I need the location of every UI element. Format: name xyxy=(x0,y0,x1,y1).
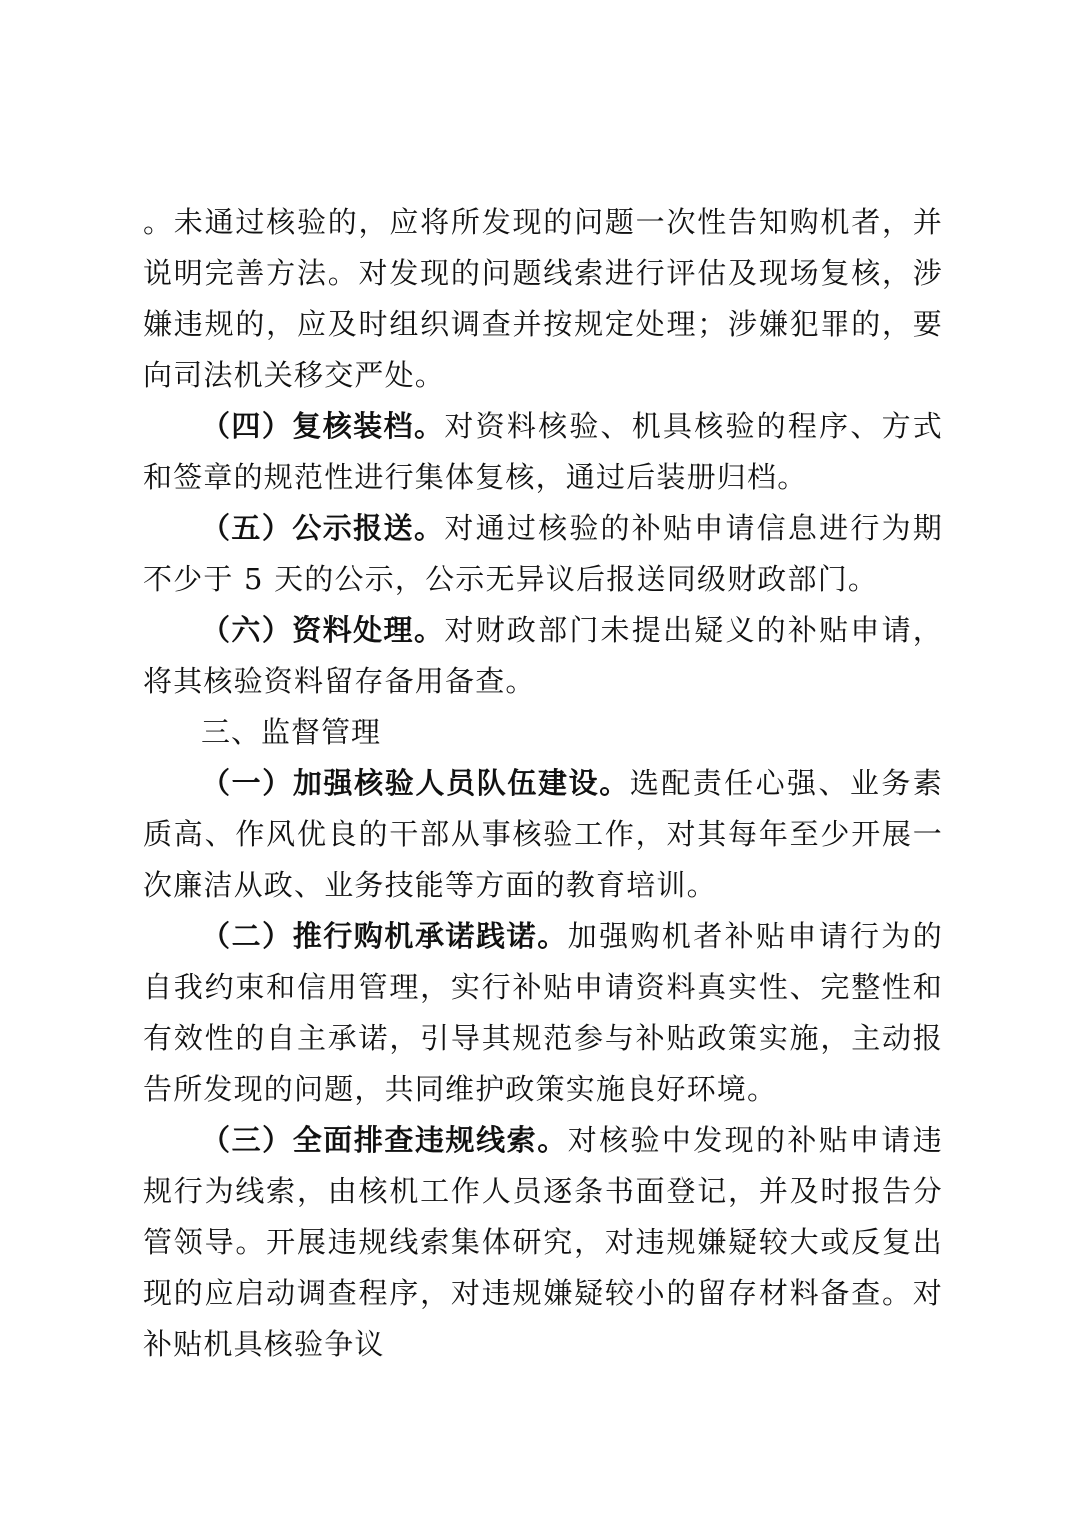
paragraph-lead: （五）公示报送。 xyxy=(201,511,445,545)
paragraph-text: 对财政部门未提出疑义的补贴申请，将其核验资料留存备用备查。 xyxy=(143,613,944,698)
paragraph-publicity-report xyxy=(143,503,943,605)
paragraph-verification-failure xyxy=(143,197,943,401)
document-body xyxy=(143,197,943,1370)
paragraph-material-handling xyxy=(143,605,943,707)
paragraph-lead: （二）推行购机承诺践诺。 xyxy=(201,919,568,953)
paragraph-text: 对通过核验的补贴申请信息进行为期不少于 5 天的公示，公示无异议后报送同级财政部门。 xyxy=(143,511,944,596)
paragraph-lead: （三）全面排查违规线索。 xyxy=(201,1123,568,1157)
paragraph-text: 对资料核验、机具核验的程序、方式和签章的规范性进行集体复核，通过后装册归档。 xyxy=(143,409,944,494)
paragraph-violation-clues xyxy=(143,1115,943,1370)
paragraph-lead: （四）复核装档。 xyxy=(201,409,445,443)
paragraph-staff-building xyxy=(143,758,943,911)
paragraph-review-archive xyxy=(143,401,943,503)
paragraph-text: 。未通过核验的，应将所发现的问题一次性告知购机者，并说明完善方法。对发现的问题线索进行评估及现场复核，涉嫌违规的，应及时组织调查并按规定处理；涉嫌犯罪的，要向司法机关移交严处。 xyxy=(143,205,943,392)
paragraph-text: 加强购机者补贴申请行为的自我约束和信用管理，实行补贴申请资料真实性、完整性和有效性的自主承诺，引导其规范参与补贴政策实施，主动报告所发现的问题，共同维护政策实施良好环境。 xyxy=(143,919,943,1106)
paragraph-text: 选配责任心强、业务素质高、作风优良的干部从事核验工作，对其每年至少开展一次廉洁从政、业务技能等方面的教育培训。 xyxy=(143,766,943,902)
paragraph-lead: （一）加强核验人员队伍建设。 xyxy=(201,766,630,800)
paragraph-lead: （六）资料处理。 xyxy=(201,613,445,647)
section-heading-supervision xyxy=(143,707,943,758)
section-heading-text: 三、监督管理 xyxy=(201,715,382,749)
paragraph-text: 对核验中发现的补贴申请违规行为线索，由核机工作人员逐条书面登记，并及时报告分管领导。开展违规线索集体研究，对违规嫌疑较大或反复出现的应启动调查程序，对违规嫌疑较小的留存材料备查。对补贴机具核验争议 xyxy=(143,1123,943,1361)
paragraph-commitment xyxy=(143,911,943,1115)
